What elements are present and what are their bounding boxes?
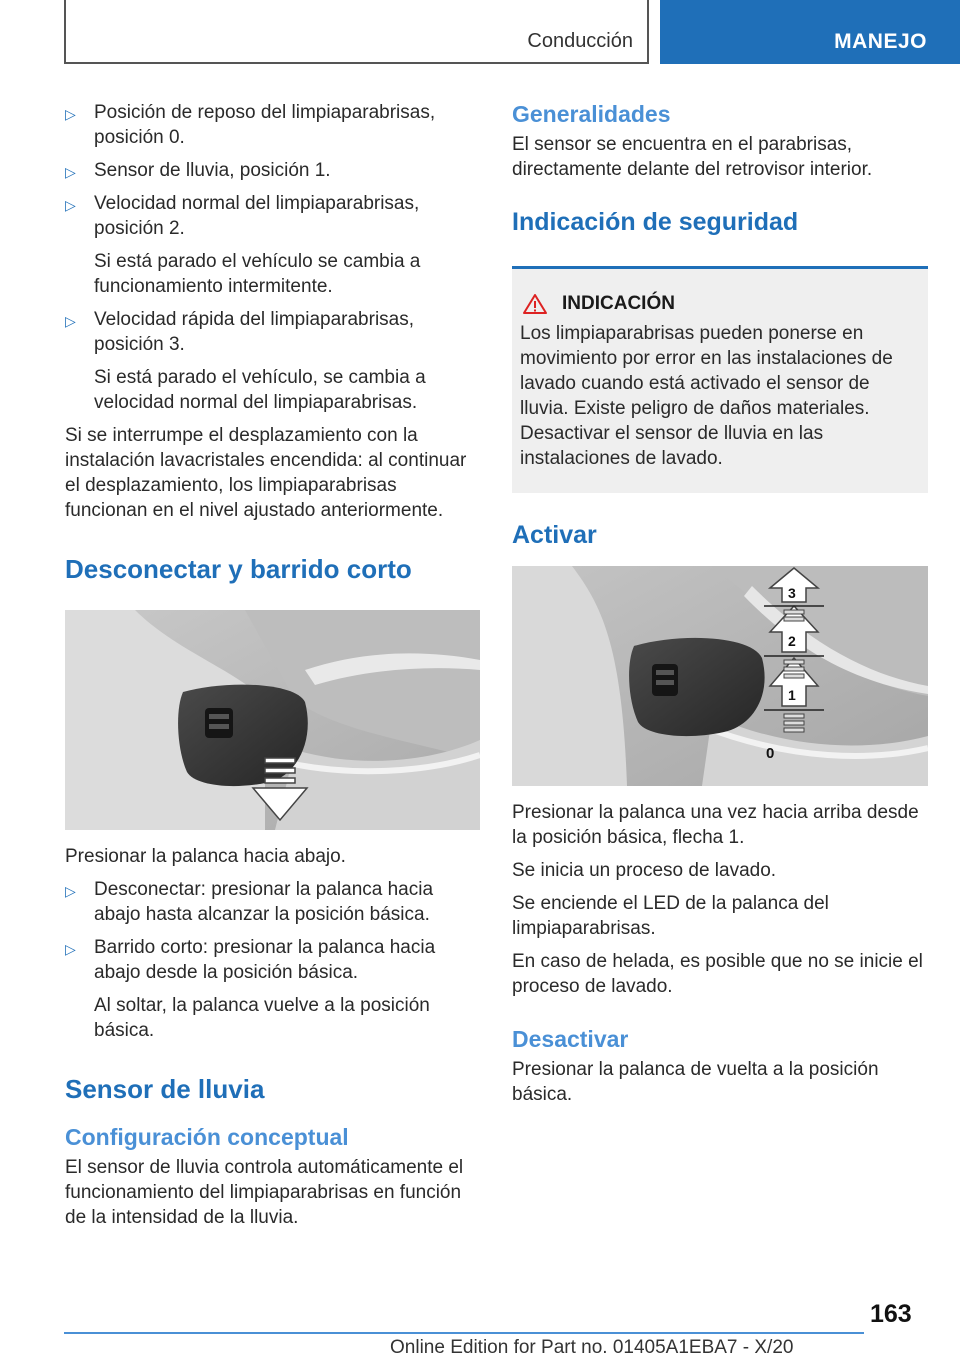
triangle-bullet-icon: ▷: [65, 313, 76, 329]
left-column: [65, 100, 480, 1238]
list-item-subtext: Si está parado el vehículo se cambia a funcionamiento intermitente.: [94, 251, 421, 297]
list-item: [65, 307, 480, 415]
header-section-box: [64, 0, 649, 64]
header-section-title: Conducción: [527, 30, 633, 52]
warning-text: Los limpiaparabrisas pueden ponerse en movimiento por error en las instalaciones de lavado cuando está activado el sensor de lluvia. Existe peligro de daños materiales. Desactivar el sensor de lluvia en las instalaciones de lavado.: [520, 323, 893, 469]
list-item-text: Desconectar: presionar la palanca hacia abajo hasta alcanzar la posición básica.: [94, 879, 434, 925]
heading-activate: Activar: [512, 521, 597, 549]
figure-label-2: 2: [788, 633, 796, 649]
footer-divider: [64, 1332, 864, 1334]
right-column: [512, 100, 928, 1115]
activate-paragraph-3: Se enciende el LED de la palanca del limpiaparabrisas.: [512, 893, 829, 939]
activate-paragraph-1: Presionar la palanca una vez hacia arriba desde la posición básica, flecha 1.: [512, 802, 919, 848]
footer-edition-text: Online Edition for Part no. 01405A1EBA7 - X/20: [390, 1337, 794, 1358]
figure-lever-positions: [512, 566, 928, 786]
triangle-bullet-icon: ▷: [65, 197, 76, 213]
list-item-subtext: Al soltar, la palanca vuelve a la posición básica.: [94, 995, 430, 1041]
triangle-bullet-icon: ▷: [65, 883, 76, 899]
disconnect-list: [65, 877, 480, 1043]
list-item-text: Barrido corto: presionar la palanca hacia abajo desde la posición básica.: [94, 937, 436, 983]
heading-disconnect: Desconectar y barrido corto: [65, 554, 412, 584]
page-number: 163: [870, 1300, 912, 1328]
list-item-subtext: Si está parado el vehículo, se cambia a velocidad normal del limpiaparabrisas.: [94, 367, 426, 413]
list-item-text: Velocidad normal del limpiaparabrisas, posición 2.: [94, 193, 420, 239]
general-paragraph: El sensor se encuentra en el parabrisas, directamente delante del retrovisor interior.: [512, 134, 873, 180]
heading-concept: Configuración conceptual: [65, 1124, 349, 1150]
wiper-positions-list: [65, 100, 480, 415]
activate-paragraph-4: En caso de helada, es posible que no se inicie el proceso de lavado.: [512, 951, 923, 997]
list-item: [65, 158, 480, 183]
deactivate-paragraph: Presionar la palanca de vuelta a la posición básica.: [512, 1059, 879, 1105]
warning-box: [512, 266, 928, 493]
list-item: [65, 191, 480, 299]
heading-deactivate: Desactivar: [512, 1026, 629, 1052]
interrupt-paragraph: Si se interrumpe el desplazamiento con la instalación lavacristales encendida: al continuar el desplazamiento, los limpiaparabrisas funcionan en el nivel ajustado anteriormente.: [65, 425, 467, 521]
list-item: [65, 877, 480, 927]
list-item: [65, 100, 480, 150]
list-item-text: Posición de reposo del limpiaparabrisas, posición 0.: [94, 102, 436, 148]
header-chapter-box: [660, 0, 960, 64]
activate-paragraph-2: Se inicia un proceso de lavado.: [512, 860, 777, 881]
header-chapter-title: MANEJO: [834, 30, 927, 53]
triangle-bullet-icon: ▷: [65, 164, 76, 180]
heading-rain-sensor: Sensor de lluvia: [65, 1074, 265, 1104]
heading-general: Generalidades: [512, 101, 671, 127]
figure-label-0: 0: [766, 745, 775, 762]
figure-lever-press-down: [65, 610, 480, 830]
concept-paragraph: El sensor de lluvia controla automáticamente el funcionamiento del limpiaparabrisas en función de la intensidad de la lluvia.: [65, 1157, 464, 1228]
list-item-text: Sensor de lluvia, posición 1.: [94, 160, 331, 181]
warning-title-row: [520, 293, 916, 315]
list-item: [65, 935, 480, 1043]
heading-safety: Indicación de seguridad: [512, 208, 799, 236]
triangle-bullet-icon: ▷: [65, 106, 76, 122]
figure-label-1: 1: [788, 687, 796, 703]
list-item-text: Velocidad rápida del limpiaparabrisas, posición 3.: [94, 309, 415, 355]
warning-triangle-icon: [522, 293, 548, 315]
triangle-bullet-icon: ▷: [65, 941, 76, 957]
figure-label-3: 3: [788, 585, 796, 601]
caption-press-down: Presionar la palanca hacia abajo.: [65, 846, 346, 867]
warning-title: INDICACIÓN: [562, 293, 675, 314]
